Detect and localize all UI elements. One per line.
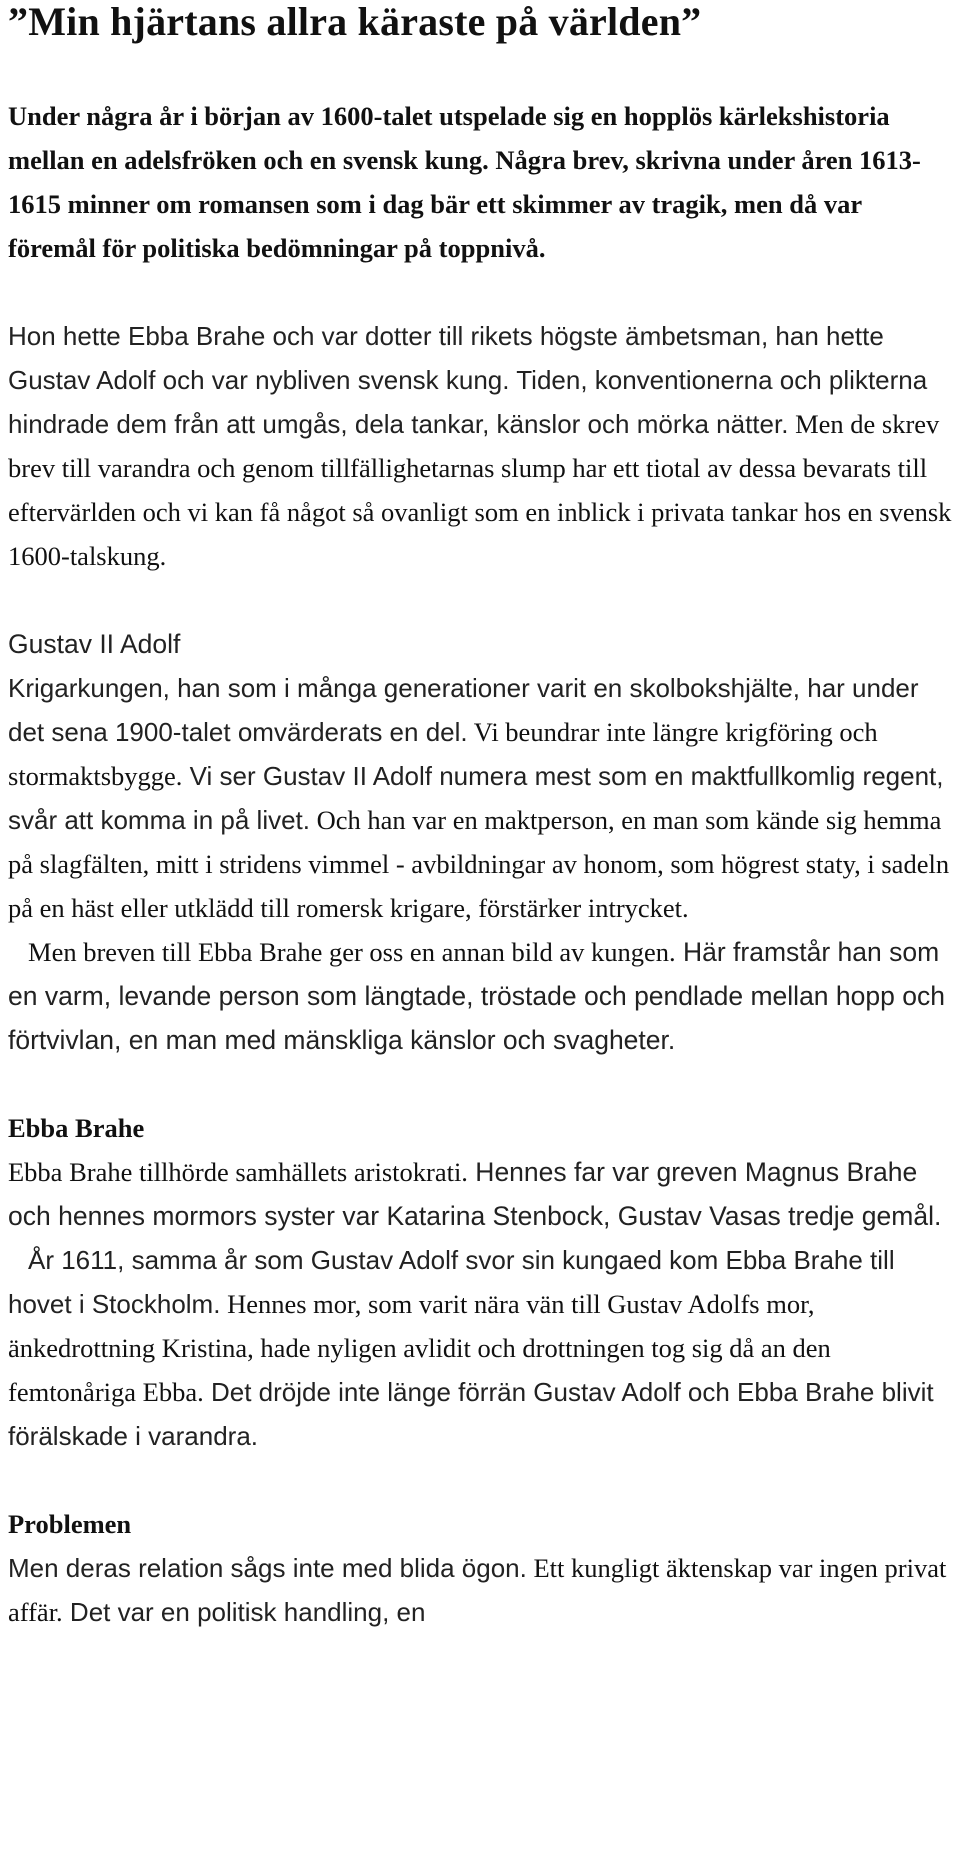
problemen-p1-b: Ett kungligt äktenskap var ingen privat affär.	[8, 1553, 947, 1627]
document-title: ”Min hjärtans allra käraste på världen”	[8, 0, 702, 44]
section-gustav-paragraph-2	[8, 930, 952, 1062]
lead-paragraph: Under några år i början av 1600-talet utspelade sig en hopplös kärlekshistoria mellan en adelsfröken och en svensk kung. Några brev, skrivna under åren 1613-1615 minner om romansen som i dag bär ett skimmer av tragik, men då var föremål för politiska bedömningar på toppnivå.	[8, 101, 921, 263]
section-heading-problemen: Problemen	[8, 1509, 132, 1539]
gustav-p2-b: Här framstår han som en varm, levande person som längtade, tröstade och pendlade mellan hopp och förtvivlan, en man med mänskliga känslor och svagheter.	[8, 937, 945, 1055]
document-page	[8, 0, 952, 1634]
section-gustav-paragraph-1	[8, 666, 952, 930]
section-problemen-paragraph-1	[8, 1546, 952, 1634]
section-heading-gustav: Gustav II Adolf	[8, 629, 181, 659]
gustav-p2-a: Men breven till Ebba Brahe ger oss en annan bild av kungen.	[28, 937, 676, 967]
ebba-p2-c: Det dröjde inte länge förrän Gustav Adolf och Ebba Brahe blivit förälskade i varandra.	[8, 1377, 934, 1451]
ebba-p1-b: Hennes far var greven Magnus Brahe och hennes mormors syster var Katarina Stenbock, Gustav Vasas tredje gemål.	[8, 1157, 942, 1231]
ebba-p1-a: Ebba Brahe tillhörde samhällets aristokrati.	[8, 1157, 468, 1187]
gustav-p1-b: Vi beundrar inte längre krigföring och stormaktsbygge.	[8, 717, 878, 791]
gustav-p1-d: Och han var en maktperson, en man som kände sig hemma på slagfälten, mitt i stridens vimmel - avbildningar av honom, som högrest staty, i sadeln på en häst eller utklädd till romersk krigare, förstärker intrycket.	[8, 805, 950, 923]
gustav-p1-a: Krigarkungen, han som i många generationer varit en skolbokshjälte, har under det sena 1900-talet omvärderats en del.	[8, 673, 919, 747]
section-heading-ebba: Ebba Brahe	[8, 1113, 145, 1143]
ebba-p2-b: Hennes mor, som varit nära vän till Gustav Adolfs mor, änkedrottning Kristina, hade nyligen avlidit och drottningen tog sig då an den femtonåriga Ebba.	[8, 1289, 831, 1407]
intro-paragraph	[8, 314, 952, 578]
gustav-p1-c: Vi ser Gustav II Adolf numera mest som en maktfullkomlig regent, svår att komma in på livet.	[8, 761, 944, 835]
ebba-p2-a: År 1611, samma år som Gustav Adolf svor sin kungaed kom Ebba Brahe till hovet i Stockholm.	[8, 1245, 895, 1319]
intro-text-b: Men de skrev brev till varandra och genom tillfällighetarnas slump har ett tiotal av dessa bevarats till eftervärlden och vi kan få något så ovanligt som en inblick i privata tankar hos en svensk 1600-talskung.	[8, 409, 952, 571]
problemen-p1-c: Det var en politisk handling, en	[62, 1597, 426, 1627]
intro-text-a: Hon hette Ebba Brahe och var dotter till rikets högste ämbetsman, han hette Gustav Adolf och var nybliven svensk kung. Tiden, konventionerna och plikterna hindrade dem från att umgås, dela tankar, känslor och mörka nätter.	[8, 321, 928, 439]
section-ebba-paragraph-2	[8, 1238, 952, 1458]
problemen-p1-a: Men deras relation sågs inte med blida ögon.	[8, 1553, 527, 1583]
section-ebba-paragraph-1	[8, 1150, 952, 1238]
